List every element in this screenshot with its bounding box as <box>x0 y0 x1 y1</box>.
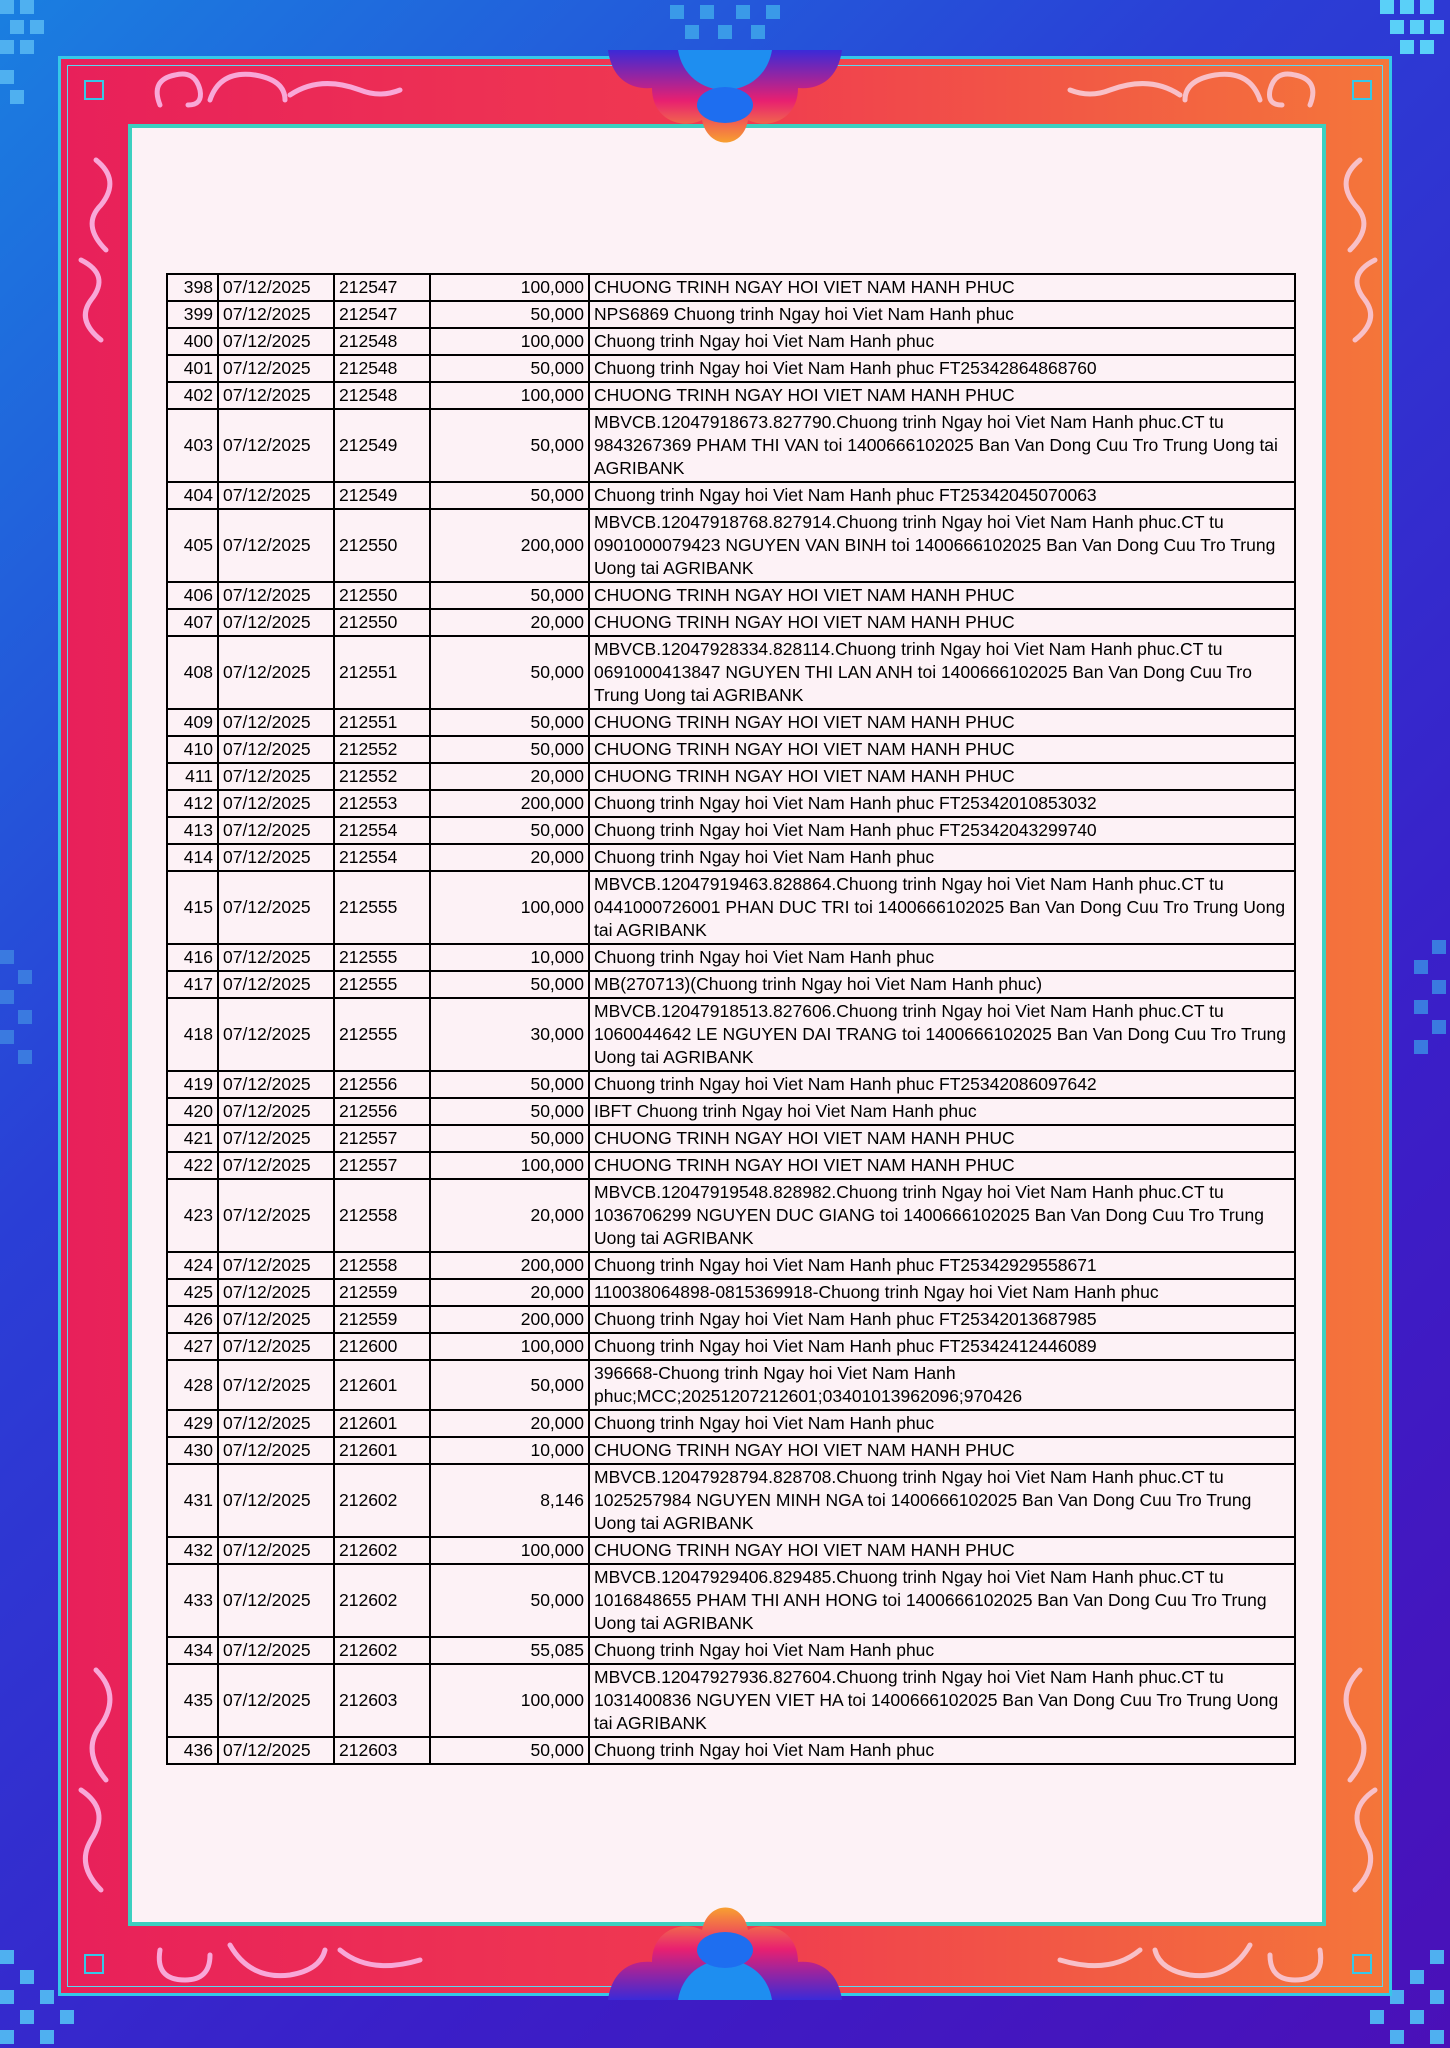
table-row <box>167 636 1295 709</box>
date-cell: 07/12/2025 <box>218 1737 334 1764</box>
date-cell: 07/12/2025 <box>218 1098 334 1125</box>
date-cell: 07/12/2025 <box>218 609 334 636</box>
corner-square-bottom-left <box>84 1954 104 1974</box>
date-cell: 07/12/2025 <box>218 709 334 736</box>
reference-cell: 212600 <box>334 1333 430 1360</box>
date-cell: 07/12/2025 <box>218 1333 334 1360</box>
date-cell: 07/12/2025 <box>218 1071 334 1098</box>
amount-cell: 50,000 <box>430 736 589 763</box>
date-cell: 07/12/2025 <box>218 817 334 844</box>
row-number-cell: 406 <box>167 582 218 609</box>
amount-cell: 100,000 <box>430 1537 589 1564</box>
reference-cell: 212557 <box>334 1125 430 1152</box>
amount-cell: 50,000 <box>430 709 589 736</box>
amount-cell: 50,000 <box>430 1564 589 1637</box>
row-number-cell: 425 <box>167 1279 218 1306</box>
row-number-cell: 401 <box>167 355 218 382</box>
amount-cell: 200,000 <box>430 509 589 582</box>
description-cell: Chuong trinh Ngay hoi Viet Nam Hanh phuc FT25342043299740 <box>589 817 1295 844</box>
table-row <box>167 1252 1295 1279</box>
amount-cell: 10,000 <box>430 1437 589 1464</box>
reference-cell: 212551 <box>334 636 430 709</box>
date-cell: 07/12/2025 <box>218 1437 334 1464</box>
reference-cell: 212601 <box>334 1410 430 1437</box>
reference-cell: 212555 <box>334 971 430 998</box>
amount-cell: 20,000 <box>430 609 589 636</box>
amount-cell: 55,085 <box>430 1637 589 1664</box>
row-number-cell: 421 <box>167 1125 218 1152</box>
table-row <box>167 971 1295 998</box>
reference-cell: 212603 <box>334 1664 430 1737</box>
reference-cell: 212559 <box>334 1279 430 1306</box>
date-cell: 07/12/2025 <box>218 509 334 582</box>
amount-cell: 50,000 <box>430 1737 589 1764</box>
date-cell: 07/12/2025 <box>218 1125 334 1152</box>
row-number-cell: 408 <box>167 636 218 709</box>
amount-cell: 50,000 <box>430 301 589 328</box>
description-cell: CHUONG TRINH NGAY HOI VIET NAM HANH PHUC <box>589 582 1295 609</box>
date-cell: 07/12/2025 <box>218 736 334 763</box>
amount-cell: 20,000 <box>430 1410 589 1437</box>
pixel-pattern-left-middle <box>0 950 40 1090</box>
date-cell: 07/12/2025 <box>218 971 334 998</box>
reference-cell: 212549 <box>334 409 430 482</box>
cloud-ornament-top-left <box>140 60 410 120</box>
date-cell: 07/12/2025 <box>218 998 334 1071</box>
description-cell: CHUONG TRINH NGAY HOI VIET NAM HANH PHUC <box>589 1537 1295 1564</box>
amount-cell: 100,000 <box>430 1664 589 1737</box>
table-row <box>167 763 1295 790</box>
description-cell: Chuong trinh Ngay hoi Viet Nam Hanh phuc <box>589 844 1295 871</box>
reference-cell: 212555 <box>334 944 430 971</box>
amount-cell: 100,000 <box>430 1152 589 1179</box>
table-row <box>167 1152 1295 1179</box>
donation-ledger-table <box>166 273 1296 1765</box>
amount-cell: 50,000 <box>430 409 589 482</box>
reference-cell: 212602 <box>334 1537 430 1564</box>
amount-cell: 100,000 <box>430 274 589 301</box>
description-cell: CHUONG TRINH NGAY HOI VIET NAM HANH PHUC <box>589 1437 1295 1464</box>
reference-cell: 212548 <box>334 382 430 409</box>
description-cell: 396668-Chuong trinh Ngay hoi Viet Nam Hanh phuc;MCC;20251207212601;03401013962096;970426 <box>589 1360 1295 1410</box>
table-row <box>167 709 1295 736</box>
date-cell: 07/12/2025 <box>218 409 334 482</box>
table-row <box>167 409 1295 482</box>
table-row <box>167 1437 1295 1464</box>
description-cell: CHUONG TRINH NGAY HOI VIET NAM HANH PHUC <box>589 609 1295 636</box>
date-cell: 07/12/2025 <box>218 328 334 355</box>
description-cell: CHUONG TRINH NGAY HOI VIET NAM HANH PHUC <box>589 1152 1295 1179</box>
amount-cell: 50,000 <box>430 355 589 382</box>
table-row <box>167 1537 1295 1564</box>
reference-cell: 212602 <box>334 1637 430 1664</box>
description-cell: CHUONG TRINH NGAY HOI VIET NAM HANH PHUC <box>589 1125 1295 1152</box>
row-number-cell: 434 <box>167 1637 218 1664</box>
amount-cell: 50,000 <box>430 1071 589 1098</box>
date-cell: 07/12/2025 <box>218 763 334 790</box>
date-cell: 07/12/2025 <box>218 355 334 382</box>
reference-cell: 212552 <box>334 736 430 763</box>
table-row <box>167 1125 1295 1152</box>
description-cell: MBVCB.12047928794.828708.Chuong trinh Ngay hoi Viet Nam Hanh phuc.CT tu 1025257984 NGUYEN MINH NGA toi 1400666102025 Ban Van Dong Cuu Tro Trung Uong tai AGRIBANK <box>589 1464 1295 1537</box>
row-number-cell: 433 <box>167 1564 218 1637</box>
amount-cell: 50,000 <box>430 1125 589 1152</box>
reference-cell: 212554 <box>334 844 430 871</box>
description-cell: Chuong trinh Ngay hoi Viet Nam Hanh phuc FT25342010853032 <box>589 790 1295 817</box>
reference-cell: 212556 <box>334 1098 430 1125</box>
description-cell: CHUONG TRINH NGAY HOI VIET NAM HANH PHUC <box>589 274 1295 301</box>
description-cell: CHUONG TRINH NGAY HOI VIET NAM HANH PHUC <box>589 763 1295 790</box>
amount-cell: 50,000 <box>430 817 589 844</box>
description-cell: Chuong trinh Ngay hoi Viet Nam Hanh phuc <box>589 328 1295 355</box>
table-row <box>167 609 1295 636</box>
row-number-cell: 399 <box>167 301 218 328</box>
table-row <box>167 1306 1295 1333</box>
date-cell: 07/12/2025 <box>218 1306 334 1333</box>
row-number-cell: 435 <box>167 1664 218 1737</box>
amount-cell: 100,000 <box>430 1333 589 1360</box>
cloud-ornament-top-right <box>1060 60 1330 120</box>
table-row <box>167 1410 1295 1437</box>
table-row <box>167 301 1295 328</box>
row-number-cell: 419 <box>167 1071 218 1098</box>
row-number-cell: 420 <box>167 1098 218 1125</box>
amount-cell: 20,000 <box>430 1179 589 1252</box>
cloud-ornament-right-upper <box>1330 150 1390 350</box>
description-cell: CHUONG TRINH NGAY HOI VIET NAM HANH PHUC <box>589 382 1295 409</box>
corner-square-top-right <box>1352 80 1372 100</box>
date-cell: 07/12/2025 <box>218 1179 334 1252</box>
description-cell: Chuong trinh Ngay hoi Viet Nam Hanh phuc <box>589 1737 1295 1764</box>
row-number-cell: 428 <box>167 1360 218 1410</box>
description-cell: CHUONG TRINH NGAY HOI VIET NAM HANH PHUC <box>589 709 1295 736</box>
reference-cell: 212555 <box>334 871 430 944</box>
description-cell: MBVCB.12047918768.827914.Chuong trinh Ngay hoi Viet Nam Hanh phuc.CT tu 0901000079423 NGUYEN VAN BINH toi 1400666102025 Ban Van Dong Cuu Tro Trung Uong tai AGRIBANK <box>589 509 1295 582</box>
amount-cell: 50,000 <box>430 482 589 509</box>
amount-cell: 200,000 <box>430 790 589 817</box>
reference-cell: 212555 <box>334 998 430 1071</box>
table-row <box>167 998 1295 1071</box>
reference-cell: 212601 <box>334 1360 430 1410</box>
row-number-cell: 426 <box>167 1306 218 1333</box>
description-cell: IBFT Chuong trinh Ngay hoi Viet Nam Hanh phuc <box>589 1098 1295 1125</box>
description-cell: MBVCB.12047928334.828114.Chuong trinh Ngay hoi Viet Nam Hanh phuc.CT tu 0691000413847 NGUYEN THI LAN ANH toi 1400666102025 Ban Van Dong Cuu Tro Trung Uong tai AGRIBANK <box>589 636 1295 709</box>
row-number-cell: 409 <box>167 709 218 736</box>
date-cell: 07/12/2025 <box>218 1252 334 1279</box>
description-cell: MBVCB.12047918673.827790.Chuong trinh Ngay hoi Viet Nam Hanh phuc.CT tu 9843267369 PHAM THI VAN toi 1400666102025 Ban Van Dong Cuu Tro Trung Uong tai AGRIBANK <box>589 409 1295 482</box>
row-number-cell: 410 <box>167 736 218 763</box>
row-number-cell: 412 <box>167 790 218 817</box>
date-cell: 07/12/2025 <box>218 1410 334 1437</box>
row-number-cell: 413 <box>167 817 218 844</box>
row-number-cell: 415 <box>167 871 218 944</box>
reference-cell: 212556 <box>334 1071 430 1098</box>
description-cell: Chuong trinh Ngay hoi Viet Nam Hanh phuc <box>589 944 1295 971</box>
table-row <box>167 944 1295 971</box>
row-number-cell: 431 <box>167 1464 218 1537</box>
table-row <box>167 1464 1295 1537</box>
row-number-cell: 407 <box>167 609 218 636</box>
reference-cell: 212549 <box>334 482 430 509</box>
pixel-pattern-top-center <box>660 0 790 50</box>
date-cell: 07/12/2025 <box>218 482 334 509</box>
cloud-ornament-bottom-right <box>1040 1930 1340 1990</box>
date-cell: 07/12/2025 <box>218 274 334 301</box>
amount-cell: 20,000 <box>430 844 589 871</box>
table-row <box>167 736 1295 763</box>
table-row <box>167 1179 1295 1252</box>
date-cell: 07/12/2025 <box>218 844 334 871</box>
amount-cell: 100,000 <box>430 871 589 944</box>
ledger-body <box>167 274 1295 1764</box>
date-cell: 07/12/2025 <box>218 382 334 409</box>
row-number-cell: 429 <box>167 1410 218 1437</box>
date-cell: 07/12/2025 <box>218 1637 334 1664</box>
table-row <box>167 274 1295 301</box>
description-cell: Chuong trinh Ngay hoi Viet Nam Hanh phuc FT25342045070063 <box>589 482 1295 509</box>
date-cell: 07/12/2025 <box>218 1564 334 1637</box>
reference-cell: 212601 <box>334 1437 430 1464</box>
reference-cell: 212559 <box>334 1306 430 1333</box>
reference-cell: 212548 <box>334 328 430 355</box>
reference-cell: 212553 <box>334 790 430 817</box>
reference-cell: 212547 <box>334 301 430 328</box>
date-cell: 07/12/2025 <box>218 301 334 328</box>
description-cell: MB(270713)(Chuong trinh Ngay hoi Viet Nam Hanh phuc) <box>589 971 1295 998</box>
date-cell: 07/12/2025 <box>218 582 334 609</box>
reference-cell: 212548 <box>334 355 430 382</box>
description-cell: MBVCB.12047919548.828982.Chuong trinh Ngay hoi Viet Nam Hanh phuc.CT tu 1036706299 NGUYEN DUC GIANG toi 1400666102025 Ban Van Dong Cuu Tro Trung Uong tai AGRIBANK <box>589 1179 1295 1252</box>
description-cell: MBVCB.12047927936.827604.Chuong trinh Ngay hoi Viet Nam Hanh phuc.CT tu 1031400836 NGUYEN VIET HA toi 1400666102025 Ban Van Dong Cuu Tro Trung Uong tai AGRIBANK <box>589 1664 1295 1737</box>
table-row <box>167 328 1295 355</box>
date-cell: 07/12/2025 <box>218 636 334 709</box>
amount-cell: 50,000 <box>430 582 589 609</box>
pixel-pattern-right-middle <box>1412 940 1450 1080</box>
row-number-cell: 422 <box>167 1152 218 1179</box>
date-cell: 07/12/2025 <box>218 944 334 971</box>
table-row <box>167 1098 1295 1125</box>
reference-cell: 212550 <box>334 609 430 636</box>
reference-cell: 212547 <box>334 274 430 301</box>
date-cell: 07/12/2025 <box>218 1152 334 1179</box>
row-number-cell: 430 <box>167 1437 218 1464</box>
table-row <box>167 1737 1295 1764</box>
reference-cell: 212558 <box>334 1252 430 1279</box>
cloud-medallion-top <box>608 50 842 170</box>
reference-cell: 212602 <box>334 1464 430 1537</box>
row-number-cell: 423 <box>167 1179 218 1252</box>
row-number-cell: 400 <box>167 328 218 355</box>
reference-cell: 212603 <box>334 1737 430 1764</box>
amount-cell: 200,000 <box>430 1252 589 1279</box>
amount-cell: 50,000 <box>430 1098 589 1125</box>
description-cell: Chuong trinh Ngay hoi Viet Nam Hanh phuc FT25342929558671 <box>589 1252 1295 1279</box>
amount-cell: 50,000 <box>430 971 589 998</box>
reference-cell: 212552 <box>334 763 430 790</box>
row-number-cell: 414 <box>167 844 218 871</box>
date-cell: 07/12/2025 <box>218 871 334 944</box>
reference-cell: 212557 <box>334 1152 430 1179</box>
row-number-cell: 398 <box>167 274 218 301</box>
cloud-ornament-bottom-left <box>140 1930 440 1990</box>
row-number-cell: 427 <box>167 1333 218 1360</box>
amount-cell: 20,000 <box>430 763 589 790</box>
row-number-cell: 418 <box>167 998 218 1071</box>
date-cell: 07/12/2025 <box>218 1664 334 1737</box>
table-row <box>167 582 1295 609</box>
table-row <box>167 1333 1295 1360</box>
amount-cell: 200,000 <box>430 1306 589 1333</box>
cloud-ornament-right-lower <box>1330 1660 1390 1900</box>
description-cell: NPS6869 Chuong trinh Ngay hoi Viet Nam Hanh phuc <box>589 301 1295 328</box>
table-row <box>167 1071 1295 1098</box>
description-cell: MBVCB.12047929406.829485.Chuong trinh Ngay hoi Viet Nam Hanh phuc.CT tu 1016848655 PHAM THI ANH HONG toi 1400666102025 Ban Van Dong Cuu Tro Trung Uong tai AGRIBANK <box>589 1564 1295 1637</box>
description-cell: MBVCB.12047918513.827606.Chuong trinh Ngay hoi Viet Nam Hanh phuc.CT tu 1060044642 LE NGUYEN DAI TRANG toi 1400666102025 Ban Van Dong Cuu Tro Trung Uong tai AGRIBANK <box>589 998 1295 1071</box>
date-cell: 07/12/2025 <box>218 790 334 817</box>
amount-cell: 100,000 <box>430 382 589 409</box>
row-number-cell: 436 <box>167 1737 218 1764</box>
table-row <box>167 1279 1295 1306</box>
table-row <box>167 871 1295 944</box>
table-row <box>167 1360 1295 1410</box>
date-cell: 07/12/2025 <box>218 1464 334 1537</box>
table-row <box>167 382 1295 409</box>
reference-cell: 212551 <box>334 709 430 736</box>
description-cell: Chuong trinh Ngay hoi Viet Nam Hanh phuc FT25342864868760 <box>589 355 1295 382</box>
description-cell: Chuong trinh Ngay hoi Viet Nam Hanh phuc FT25342013687985 <box>589 1306 1295 1333</box>
table-row <box>167 1637 1295 1664</box>
row-number-cell: 417 <box>167 971 218 998</box>
reference-cell: 212550 <box>334 582 430 609</box>
corner-square-top-left <box>84 80 104 100</box>
description-cell: Chuong trinh Ngay hoi Viet Nam Hanh phuc FT25342412446089 <box>589 1333 1295 1360</box>
description-cell: Chuong trinh Ngay hoi Viet Nam Hanh phuc <box>589 1410 1295 1437</box>
amount-cell: 100,000 <box>430 328 589 355</box>
reference-cell: 212554 <box>334 817 430 844</box>
description-cell: Chuong trinh Ngay hoi Viet Nam Hanh phuc FT25342086097642 <box>589 1071 1295 1098</box>
table-row <box>167 790 1295 817</box>
date-cell: 07/12/2025 <box>218 1279 334 1306</box>
row-number-cell: 424 <box>167 1252 218 1279</box>
reference-cell: 212602 <box>334 1564 430 1637</box>
row-number-cell: 432 <box>167 1537 218 1564</box>
amount-cell: 30,000 <box>430 998 589 1071</box>
cloud-ornament-left-upper <box>66 150 126 350</box>
reference-cell: 212558 <box>334 1179 430 1252</box>
row-number-cell: 416 <box>167 944 218 971</box>
cloud-medallion-bottom <box>608 1880 842 2000</box>
amount-cell: 10,000 <box>430 944 589 971</box>
row-number-cell: 402 <box>167 382 218 409</box>
date-cell: 07/12/2025 <box>218 1360 334 1410</box>
row-number-cell: 404 <box>167 482 218 509</box>
amount-cell: 50,000 <box>430 1360 589 1410</box>
description-cell: MBVCB.12047919463.828864.Chuong trinh Ngay hoi Viet Nam Hanh phuc.CT tu 0441000726001 PHAN DUC TRI toi 1400666102025 Ban Van Dong Cuu Tro Trung Uong tai AGRIBANK <box>589 871 1295 944</box>
table-row <box>167 1664 1295 1737</box>
row-number-cell: 403 <box>167 409 218 482</box>
date-cell: 07/12/2025 <box>218 1537 334 1564</box>
cloud-ornament-left-lower <box>66 1660 126 1900</box>
table-row <box>167 355 1295 382</box>
amount-cell: 8,146 <box>430 1464 589 1537</box>
table-row <box>167 844 1295 871</box>
row-number-cell: 411 <box>167 763 218 790</box>
description-cell: CHUONG TRINH NGAY HOI VIET NAM HANH PHUC <box>589 736 1295 763</box>
amount-cell: 50,000 <box>430 636 589 709</box>
table-row <box>167 817 1295 844</box>
corner-square-bottom-right <box>1352 1954 1372 1974</box>
description-cell: Chuong trinh Ngay hoi Viet Nam Hanh phuc <box>589 1637 1295 1664</box>
reference-cell: 212550 <box>334 509 430 582</box>
description-cell: 110038064898-0815369918-Chuong trinh Ngay hoi Viet Nam Hanh phuc <box>589 1279 1295 1306</box>
row-number-cell: 405 <box>167 509 218 582</box>
table-row <box>167 509 1295 582</box>
amount-cell: 20,000 <box>430 1279 589 1306</box>
table-row <box>167 482 1295 509</box>
table-row <box>167 1564 1295 1637</box>
